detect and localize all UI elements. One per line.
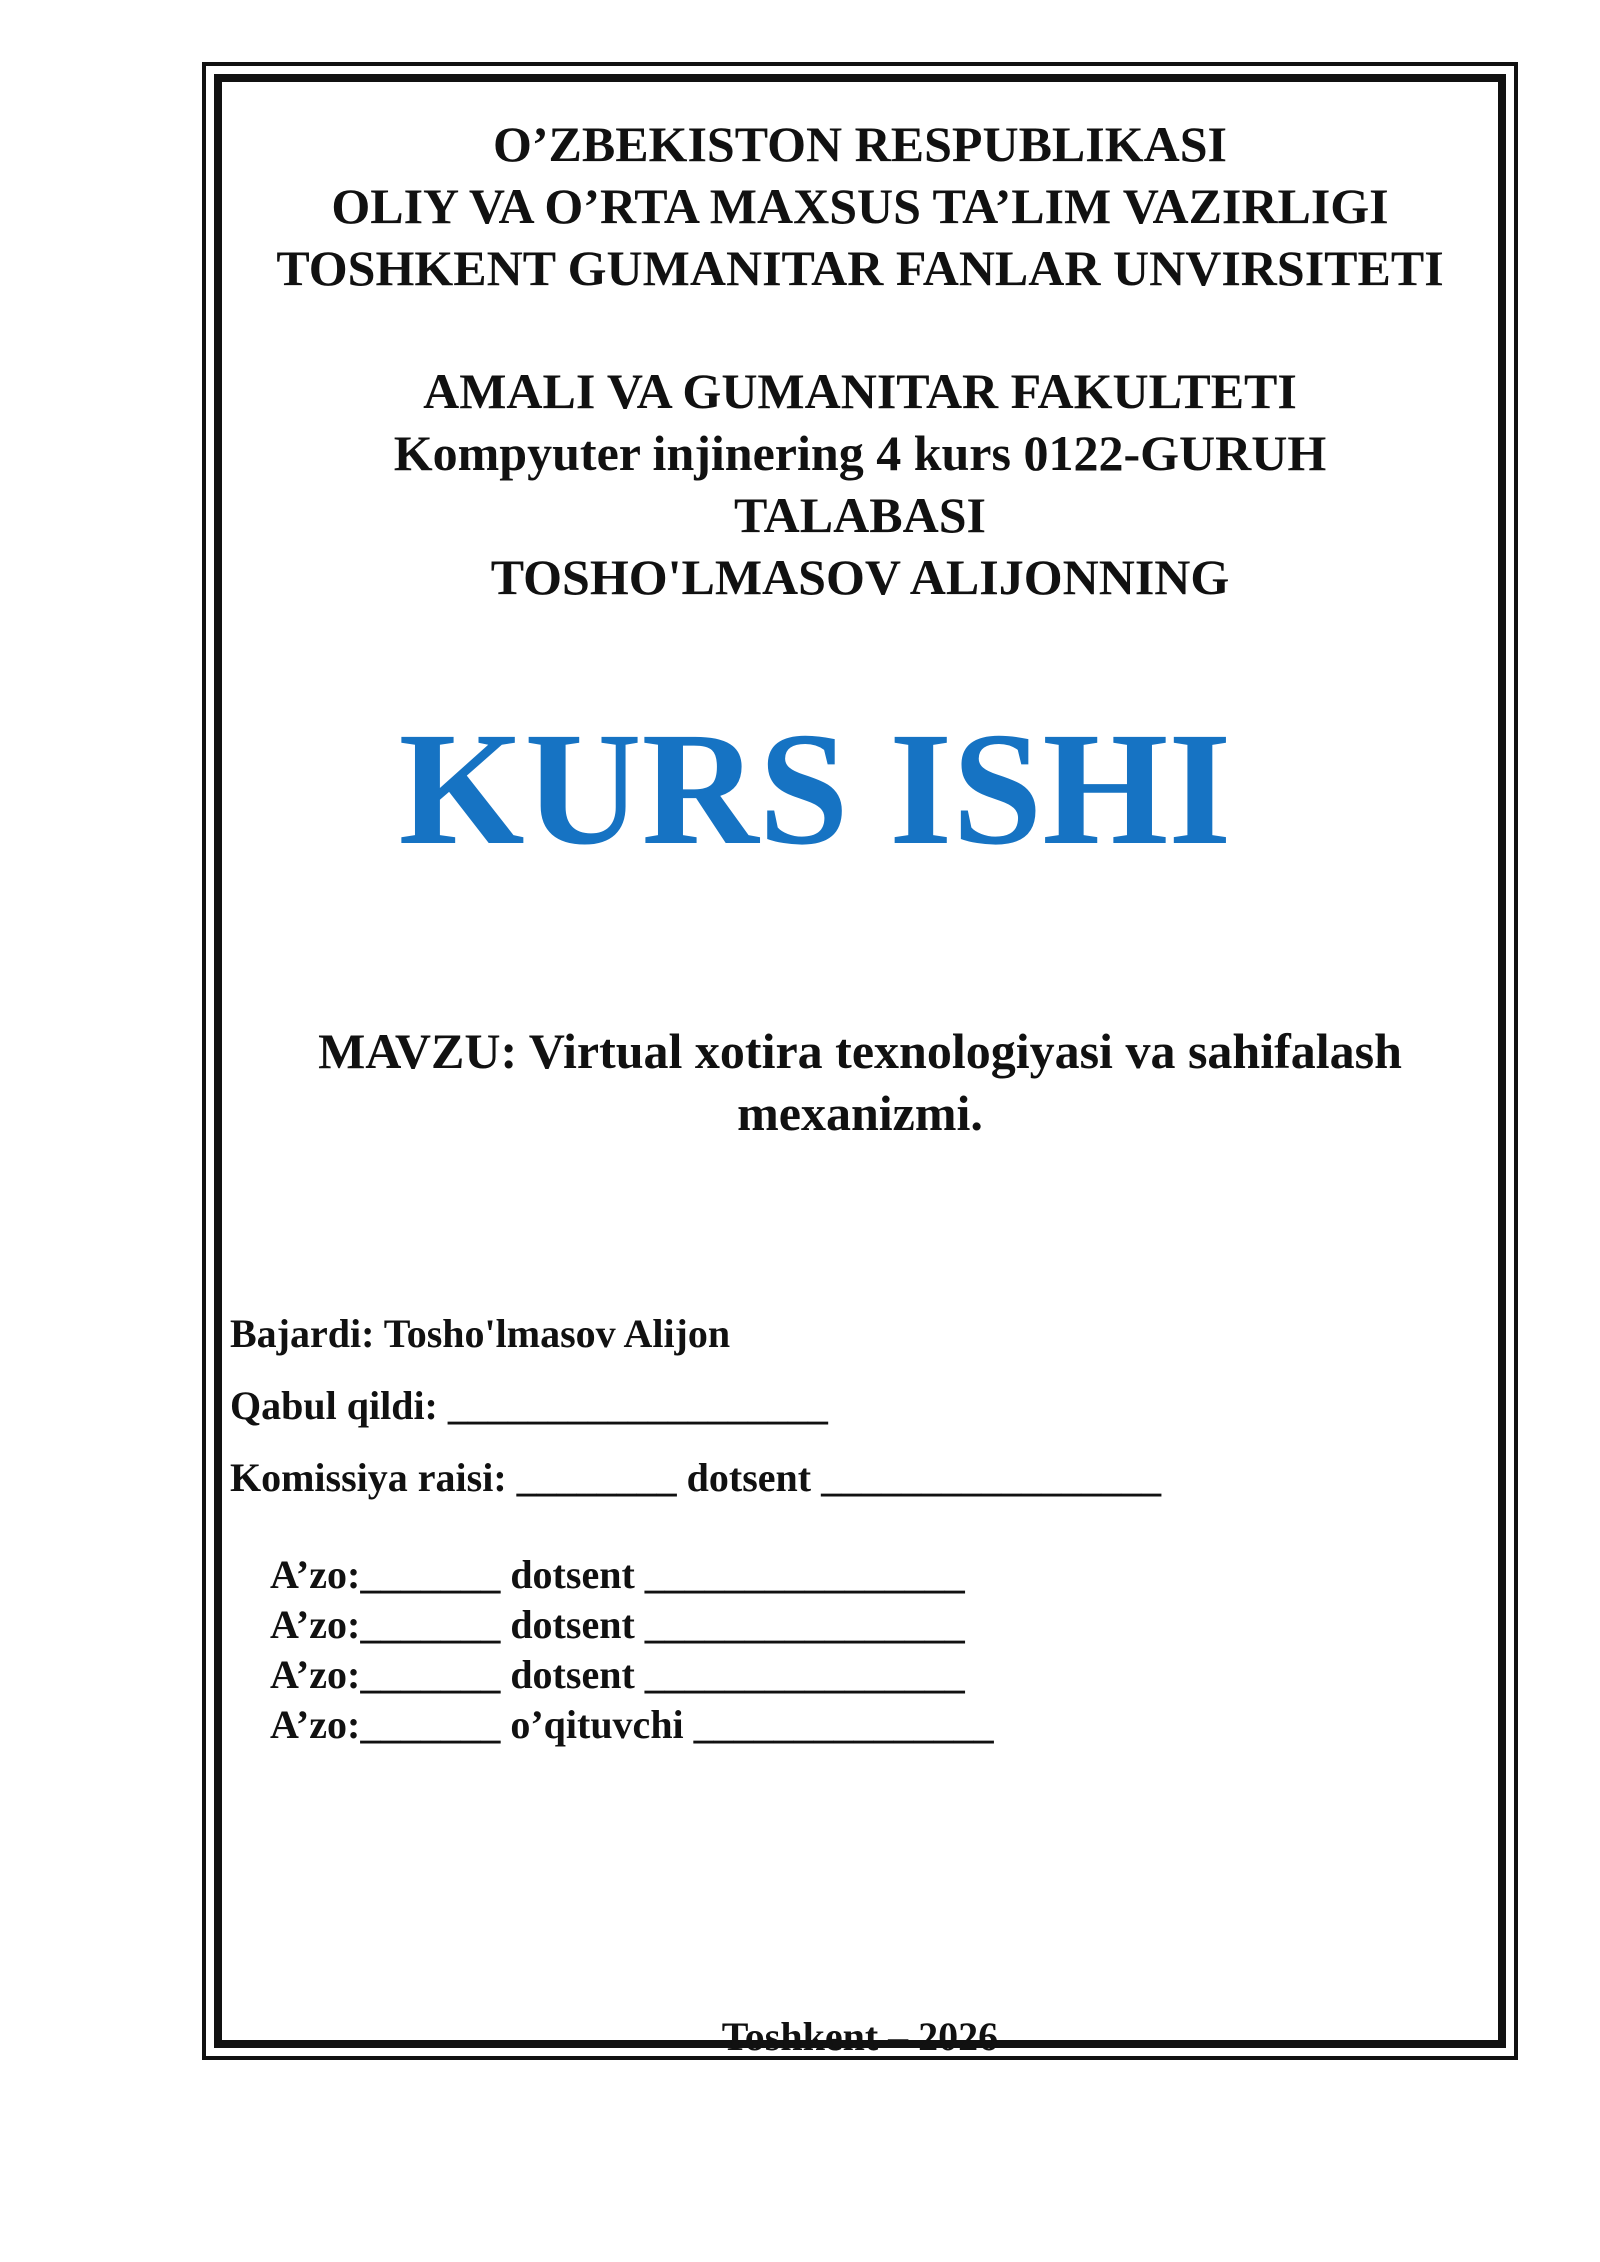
commission-member-line: A’zo:_______ dotsent ________________ [270, 1602, 965, 1647]
course-group-heading: Kompyuter injinering 4 kurs 0122-GURUH [393, 425, 1327, 481]
document-title: KURS ISHI [398, 700, 1232, 879]
ministry-heading: OLIY VA O’RTA MAXSUS TA’LIM VAZIRLIGI [331, 178, 1389, 234]
commission-member-line: A’zo:_______ dotsent ________________ [270, 1652, 965, 1697]
performed-by-line: Bajardi: Tosho'lmasov Alijon [230, 1311, 731, 1356]
student-label: TALABASI [734, 487, 986, 543]
university-heading: TOSHKENT GUMANITAR FANLAR UNVIRSITETI [276, 240, 1444, 296]
commission-chair-line: Komissiya raisi: ________ dotsent _________________ [230, 1455, 1162, 1500]
topic-line-1: MAVZU: Virtual xotira texnologiyasi va sahifalash [318, 1023, 1402, 1079]
accepted-by-line: Qabul qildi: ___________________ [230, 1383, 828, 1428]
place-year: Toshkent – 2026 [721, 2014, 999, 2059]
student-name: TOSHO'LMASOV ALIJONNING [490, 549, 1230, 605]
topic-line-2: mexanizmi. [737, 1085, 983, 1141]
country-heading: O’ZBEKISTON RESPUBLIKASI [492, 116, 1228, 172]
commission-member-line: A’zo:_______ o’qituvchi _______________ [270, 1702, 994, 1747]
faculty-heading: AMALI VA GUMANITAR FAKULTETI [423, 363, 1297, 419]
commission-member-line: A’zo:_______ dotsent ________________ [270, 1552, 965, 1597]
